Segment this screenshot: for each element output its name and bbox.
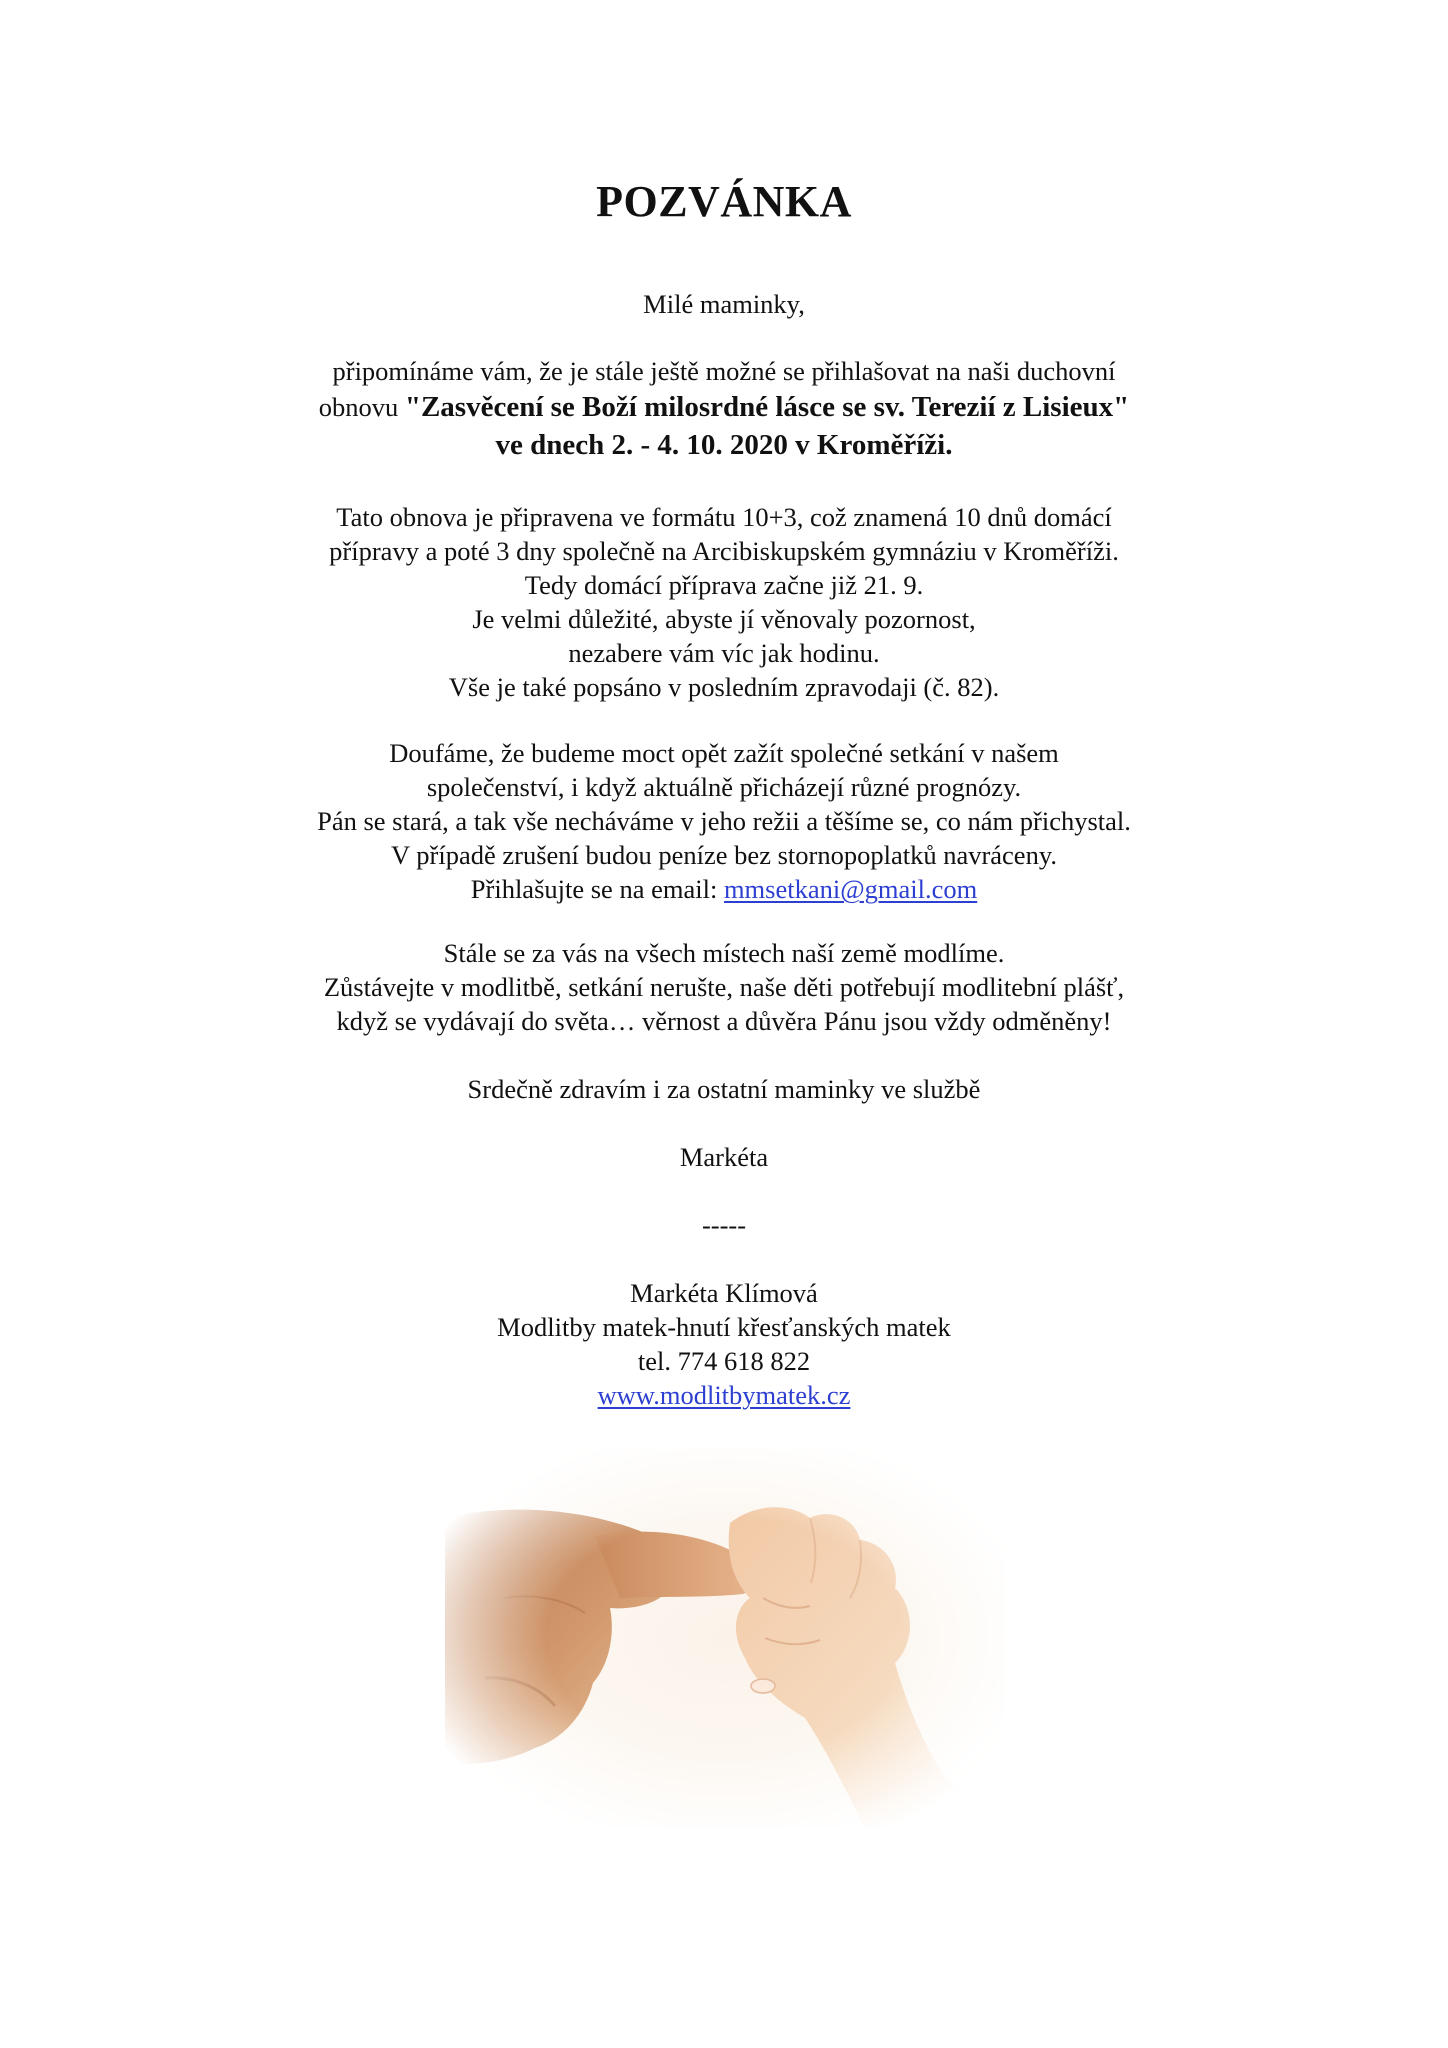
event-name: "Zasvěcení se Boží milosrdné lásce se sv. Terezií z Lisieux"	[404, 391, 1130, 423]
hope-paragraph	[0, 736, 1448, 906]
intro-line-2	[0, 388, 1448, 426]
paragraph-line: nezabere vám víc jak hodinu.	[568, 638, 880, 668]
email-link[interactable]: mmsetkani@gmail.com	[723, 874, 978, 904]
intro-paragraph	[0, 354, 1448, 464]
intro-line-2-prefix: obnovu	[318, 392, 405, 422]
contact-block	[0, 1276, 1448, 1412]
paragraph-line: když se vydávají do světa… věrnost a důvěra Pánu jsou vždy odměněny!	[336, 1006, 1112, 1036]
paragraph-line: přípravy a poté 3 dny společně na Arcibiskupském gymnáziu v Kroměříži.	[329, 536, 1119, 566]
paragraph-line: V případě zrušení budou peníze bez stornopoplatků navráceny.	[391, 840, 1057, 870]
separator: -----	[701, 1210, 747, 1240]
paragraph-line: Zůstávejte v modlitbě, setkání nerušte, naše děti potřebují modlitební plášť,	[323, 972, 1125, 1002]
paragraph-line: Tato obnova je připravena ve formátu 10+3, což znamená 10 dnů domácí	[336, 502, 1112, 532]
closing-line: Srdečně zdravím i za ostatní maminky ve službě	[467, 1074, 981, 1104]
signature: Markéta	[679, 1142, 769, 1172]
intro-line-1: připomínáme vám, že je stále ještě možné se přihlašovat na naši duchovní	[332, 356, 1116, 386]
greeting: Milé maminky,	[643, 289, 805, 319]
paragraph-line: společenství, i když aktuálně přicházejí různé prognózy.	[426, 772, 1022, 802]
paragraph-line: Pán se stará, a tak vše necháváme v jeho režii a těšíme se, co nám přichystal.	[317, 806, 1131, 836]
paragraph-line: Vše je také popsáno v posledním zpravodaji (č. 82).	[448, 672, 1000, 702]
page-title: POZVÁNKA	[596, 177, 852, 226]
hands-photo-icon	[445, 1448, 1005, 1828]
email-line	[0, 872, 1448, 906]
contact-phone: tel. 774 618 822	[637, 1346, 811, 1376]
email-prefix: Přihlašujte se na email:	[470, 874, 724, 904]
contact-name: Markéta Klímová	[630, 1278, 818, 1308]
paragraph-line: Doufáme, že budeme moct opět zažít společné setkání v našem	[389, 738, 1059, 768]
event-date: ve dnech 2. - 4. 10. 2020 v Kroměříži.	[495, 429, 953, 461]
contact-organization: Modlitby matek-hnutí křesťanských matek	[497, 1312, 951, 1342]
paragraph-line: Tedy domácí příprava začne již 21. 9.	[524, 570, 924, 600]
prayer-paragraph	[0, 936, 1448, 1038]
paragraph-line: Je velmi důležité, abyste jí věnovaly pozornost,	[472, 604, 976, 634]
website-link[interactable]: www.modlitbymatek.cz	[597, 1380, 851, 1410]
format-paragraph	[0, 500, 1448, 704]
paragraph-line: Stále se za vás na všech místech naší země modlíme.	[443, 938, 1005, 968]
